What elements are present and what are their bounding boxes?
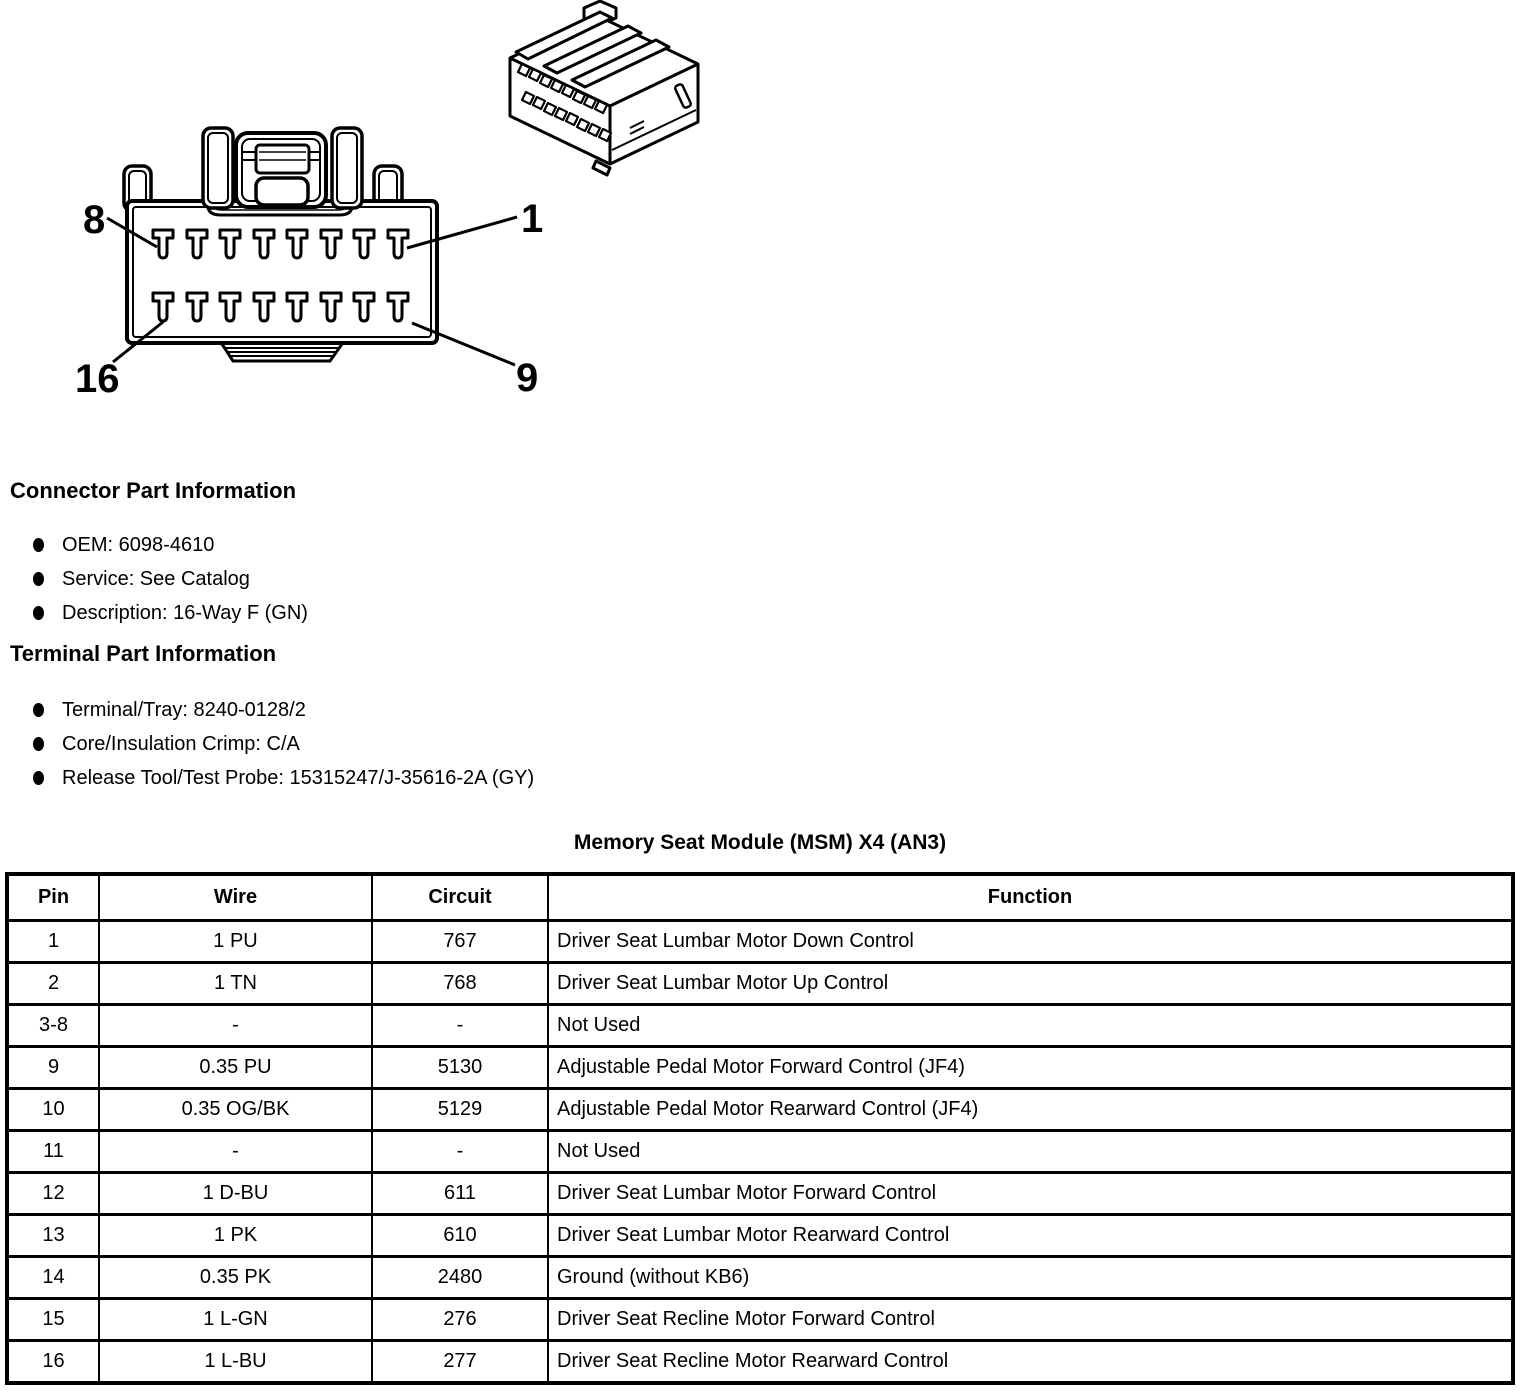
face-center-latch: [236, 133, 326, 207]
face-body: [127, 201, 437, 343]
terminal-part-info-heading: Terminal Part Information: [10, 641, 277, 666]
wire-cell: 1 TN: [99, 963, 372, 1005]
function-cell: Not Used: [548, 1131, 1513, 1173]
wire-cell: 0.35 PK: [99, 1257, 372, 1299]
table-row: [7, 1215, 1513, 1257]
pinout-table-body: [7, 921, 1513, 1384]
wire-cell: -: [99, 1005, 372, 1047]
wire-cell: 1 L-GN: [99, 1299, 372, 1341]
function-cell: Ground (without KB6): [548, 1257, 1513, 1299]
pin-cell: 14: [7, 1257, 99, 1299]
circuit-cell: 610: [372, 1215, 548, 1257]
table-row: [7, 963, 1513, 1005]
table-title: Memory Seat Module (MSM) X4 (AN3): [573, 831, 947, 854]
function-cell: Not Used: [548, 1005, 1513, 1047]
table-row: [7, 1173, 1513, 1215]
connector-part-info-heading: Connector Part Information: [10, 478, 297, 503]
pin-cell: 2: [7, 963, 99, 1005]
circuit-cell: 2480: [372, 1257, 548, 1299]
pinout-table: [5, 872, 1515, 1385]
pin-cell: 13: [7, 1215, 99, 1257]
pin-cell: 10: [7, 1089, 99, 1131]
circuit-cell: 767: [372, 921, 548, 963]
function-cell: Driver Seat Lumbar Motor Rearward Control: [548, 1215, 1513, 1257]
pin-cell: 12: [7, 1173, 99, 1215]
function-cell: Adjustable Pedal Motor Forward Control (JF4): [548, 1047, 1513, 1089]
function-cell: Driver Seat Lumbar Motor Up Control: [548, 963, 1513, 1005]
wire-cell: 0.35 OG/BK: [99, 1089, 372, 1131]
pin-cell: 11: [7, 1131, 99, 1173]
table-row: [7, 1047, 1513, 1089]
face-bottom-notch: [222, 344, 342, 361]
wire-cell: 0.35 PU: [99, 1047, 372, 1089]
column-header-circuit: Circuit: [372, 874, 548, 921]
function-cell: Driver Seat Recline Motor Forward Control: [548, 1299, 1513, 1341]
circuit-cell: 5129: [372, 1089, 548, 1131]
list-item: Release Tool/Test Probe: 15315247/J-35616-2A (GY): [33, 761, 534, 795]
function-cell: Adjustable Pedal Motor Rearward Control (JF4): [548, 1089, 1513, 1131]
table-row: [7, 1257, 1513, 1299]
table-row: [7, 1299, 1513, 1341]
column-header-function: Function: [548, 874, 1513, 921]
wire-cell: 1 PK: [99, 1215, 372, 1257]
function-cell: Driver Seat Recline Motor Rearward Control: [548, 1341, 1513, 1384]
circuit-cell: 5130: [372, 1047, 548, 1089]
connector-part-info-list: [33, 528, 308, 630]
circuit-cell: -: [372, 1005, 548, 1047]
connector-face-diagram: [75, 105, 555, 415]
table-row: [7, 1341, 1513, 1384]
pin-cell: 16: [7, 1341, 99, 1384]
circuit-cell: 277: [372, 1341, 548, 1384]
column-header-wire: Wire: [99, 874, 372, 921]
table-row: [7, 1089, 1513, 1131]
list-item: Core/Insulation Crimp: C/A: [33, 727, 534, 761]
wire-cell: 1 D-BU: [99, 1173, 372, 1215]
pin-label-1: 1: [521, 197, 544, 241]
list-item: Service: See Catalog: [33, 562, 308, 596]
list-item: Terminal/Tray: 8240-0128/2: [33, 693, 534, 727]
column-header-pin: Pin: [7, 874, 99, 921]
function-cell: Driver Seat Lumbar Motor Forward Control: [548, 1173, 1513, 1215]
circuit-cell: 611: [372, 1173, 548, 1215]
wire-cell: -: [99, 1131, 372, 1173]
table-row: [7, 921, 1513, 963]
table-row: [7, 1131, 1513, 1173]
circuit-cell: 276: [372, 1299, 548, 1341]
pin-label-8: 8: [83, 198, 106, 242]
list-item: OEM: 6098-4610: [33, 528, 308, 562]
table-header-row: [7, 874, 1513, 921]
pin-label-16: 16: [75, 357, 120, 401]
pin-cell: 9: [7, 1047, 99, 1089]
pin-cell: 3-8: [7, 1005, 99, 1047]
pin-cell: 1: [7, 921, 99, 963]
function-cell: Driver Seat Lumbar Motor Down Control: [548, 921, 1513, 963]
terminal-part-info-list: [33, 693, 534, 795]
wire-cell: 1 PU: [99, 921, 372, 963]
circuit-cell: -: [372, 1131, 548, 1173]
pin-label-9: 9: [516, 356, 539, 400]
table-row: [7, 1005, 1513, 1047]
list-item: Description: 16-Way F (GN): [33, 596, 308, 630]
wire-cell: 1 L-BU: [99, 1341, 372, 1384]
circuit-cell: 768: [372, 963, 548, 1005]
pin-cell: 15: [7, 1299, 99, 1341]
